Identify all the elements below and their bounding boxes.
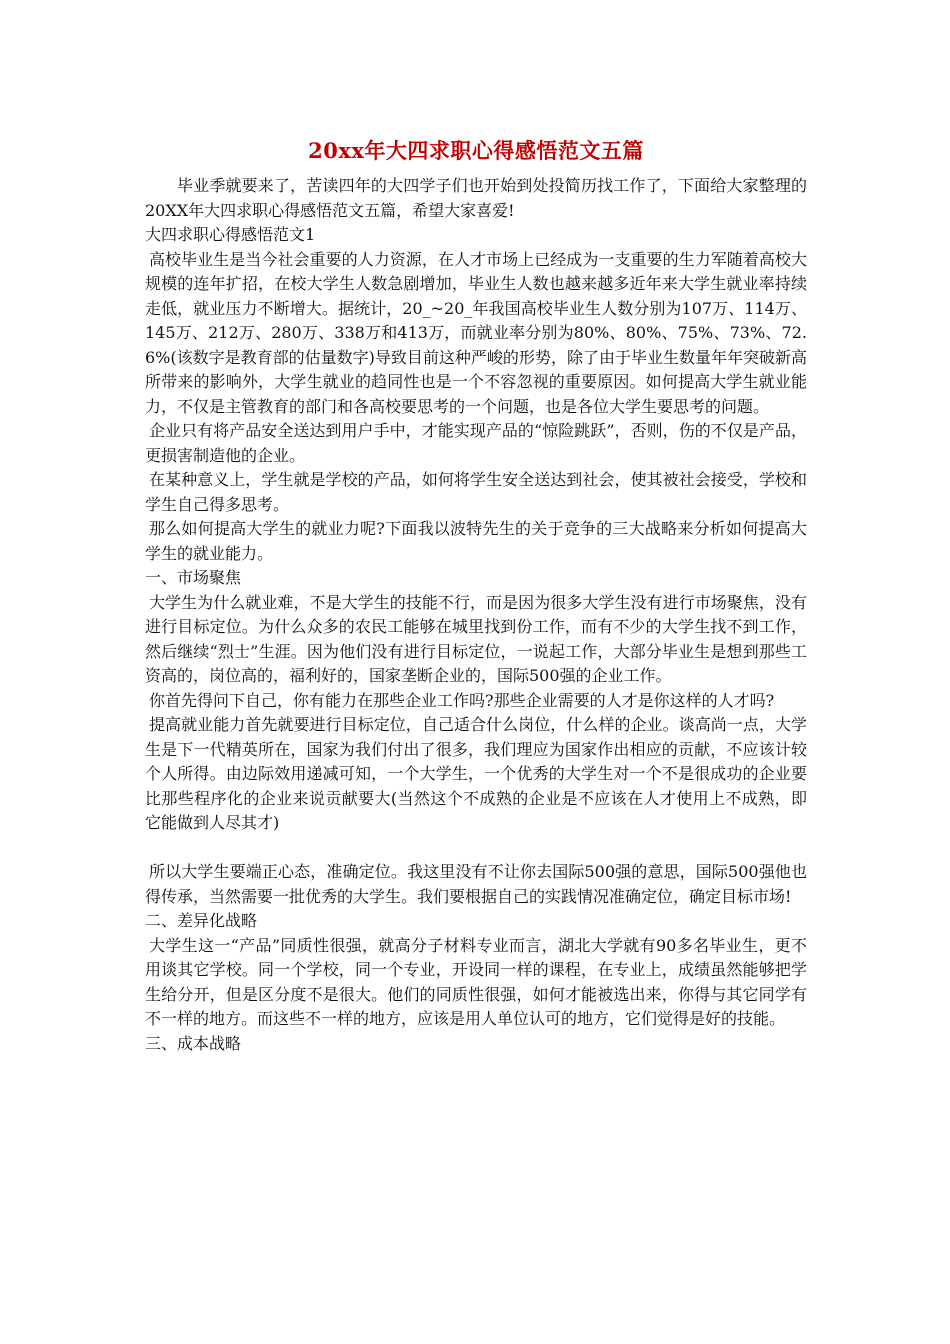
body-paragraph: 在某种意义上，学生就是学校的产品，如何将学生安全送达到社会，使其被社会接受，学校和学生自己得多思考。 xyxy=(145,470,807,514)
section-heading-essay-1: 大四求职心得感悟范文1 xyxy=(145,225,316,244)
body-paragraph: 大学生为什么就业难，不是大学生的技能不行，而是因为很多大学生没有进行市场聚焦，没有进行目标定位。为什么众多的农民工能够在城里找到份工作，而有不少的大学生找不到工作，然后继续“烈士”生涯。因为他们没有进行目标定位，一说起工作，大部分毕业生是想到那些工资高的，岗位高的，福利好的，国家垄断企业的，国际500强的企业工作。 xyxy=(145,592,807,685)
body-paragraph: 所以大学生要端正心态，准确定位。我这里没有不让你去国际500强的意思，国际500强他也得传承，当然需要一批优秀的大学生。我们要根据自己的实践情况准确定位，确定目标市场! xyxy=(145,862,807,906)
section-heading-differentiation: 二、差异化战略 xyxy=(145,911,258,930)
intro-paragraph: 毕业季就要来了，苦读四年的大四学子们也开始到处投简历找工作了，下面给大家整理的20XX年大四求职心得感悟范文五篇，希望大家喜爱! xyxy=(145,176,807,220)
section-heading-market-focus: 一、市场聚焦 xyxy=(145,568,242,587)
body-paragraph: 你首先得问下自己，你有能力在那些企业工作吗?那些企业需要的人才是你这样的人才吗? xyxy=(149,690,775,710)
blank-line xyxy=(145,836,807,861)
body-paragraph: 大学生这一“产品”同质性很强，就高分子材料专业而言，湖北大学就有90多名毕业生，更不用谈其它学校。同一个学校，同一个专业，开设同一样的课程，在专业上，成绩虽然能够把学生给分开，但是区分度不是很大。他们的同质性很强，如何才能被选出来，你得与其它同学有不一样的地方。而这些不一样的地方，应该是用人单位认可的地方，它们觉得是好的技能。 xyxy=(145,935,807,1028)
body-paragraph: 企业只有将产品安全送达到用户手中，才能实现产品的“惊险跳跃”，否则，伤的不仅是产品，更损害制造他的企业。 xyxy=(145,421,807,465)
document-title: 20xx年大四求职心得感悟范文五篇 xyxy=(308,138,644,163)
body-paragraph: 提高就业能力首先就要进行目标定位，自己适合什么岗位，什么样的企业。谈高尚一点，大学生是下一代精英所在，国家为我们付出了很多，我们理应为国家作出相应的贡献，不应该计较个人所得。由边际效用递减可知，一个大学生，一个优秀的大学生对一个不是很成功的企业要比那些程序化的企业来说贡献要大(当然这个不成熟的企业是不应该在人才使用上不成熟，即它能做到人尽其才) xyxy=(145,715,807,832)
section-heading-cost-strategy: 三、成本战略 xyxy=(145,1033,242,1053)
body-paragraph: 高校毕业生是当今社会重要的人力资源，在人才市场上已经成为一支重要的生力军随着高校大规模的连年扩招，在校大学生人数急剧增加，毕业生人数也越来越多近年来大学生就业率持续走低，就业压力不断增大。据统计，20_~20_年我国高校毕业生人数分别为107万、114万、145万、212万、280万、338万和413万，而就业率分别为80%、80%、75%、73%、72.6%(该数字是教育部的估量数字)导致目前这种严峻的形势，除了由于毕业生数量年年突破新高所带来的影响外，大学生就业的趋同性也是一个不容忽视的重要原因。如何提高大学生就业能力，不仅是主管教育的部门和各高校要思考的一个问题，也是各位大学生要思考的问题。 xyxy=(145,249,807,416)
body-paragraph: 那么如何提高大学生的就业力呢?下面我以波特先生的关于竞争的三大战略来分析如何提高大学生的就业能力。 xyxy=(145,519,807,563)
document-body xyxy=(145,136,807,1056)
